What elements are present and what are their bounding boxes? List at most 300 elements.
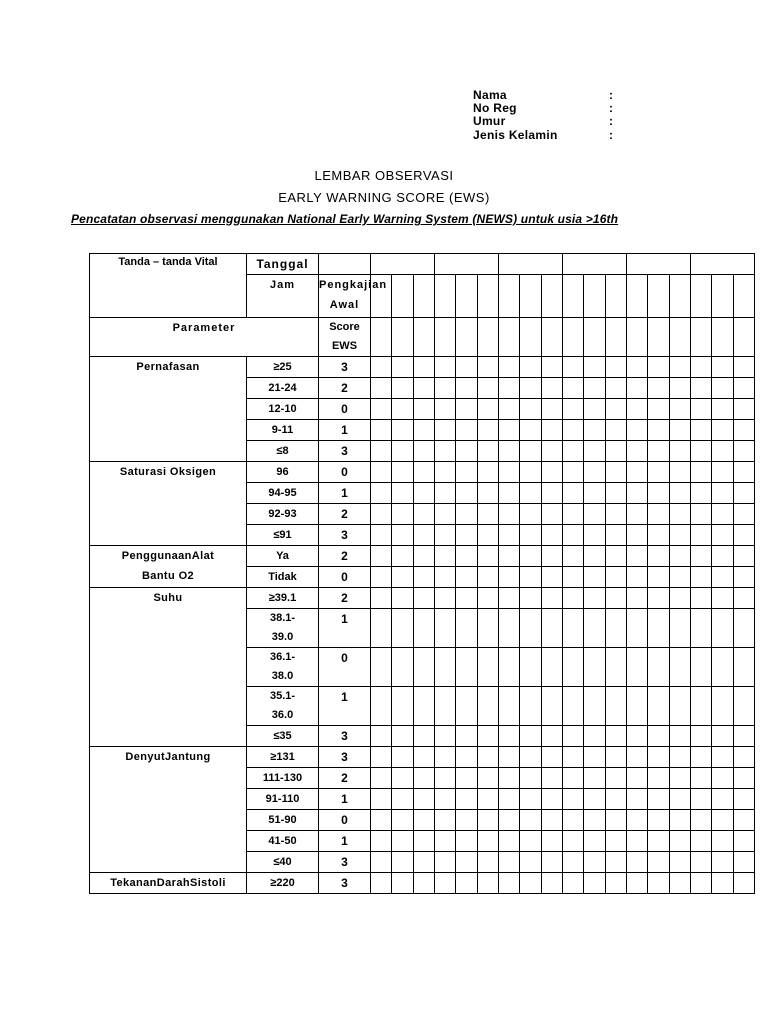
- observation-cell-s0r1[interactable]: [712, 378, 734, 399]
- observation-cell-s2r1[interactable]: [499, 567, 520, 588]
- observation-cell-s0r3[interactable]: [392, 420, 414, 441]
- observation-cell-s5r0[interactable]: [478, 873, 499, 894]
- observation-cell-s0r0[interactable]: [456, 357, 478, 378]
- observation-cell-s3r4[interactable]: [414, 726, 435, 747]
- observation-cell-s1r2[interactable]: [371, 504, 392, 525]
- observation-cell-s4r2[interactable]: [542, 789, 563, 810]
- observation-cell-s4r3[interactable]: [691, 810, 712, 831]
- observation-cell-s4r4[interactable]: [670, 831, 691, 852]
- observation-cell-s2r1[interactable]: [584, 567, 606, 588]
- observation-cell-s1r1[interactable]: [542, 483, 563, 504]
- observation-cell-s4r3[interactable]: [520, 810, 542, 831]
- observation-cell-jam[interactable]: [499, 275, 520, 318]
- observation-cell-s3r4[interactable]: [371, 726, 392, 747]
- observation-cell-s5r0[interactable]: [734, 873, 755, 894]
- observation-cell-s3r3[interactable]: [478, 687, 499, 726]
- observation-cell-s2r1[interactable]: [478, 567, 499, 588]
- observation-cell-s1r0[interactable]: [691, 462, 712, 483]
- observation-cell-s3r3[interactable]: [371, 687, 392, 726]
- observation-cell-s3r3[interactable]: [606, 687, 627, 726]
- observation-cell-s1r3[interactable]: [456, 525, 478, 546]
- observation-cell-s0r2[interactable]: [648, 399, 670, 420]
- observation-cell-s0r1[interactable]: [648, 378, 670, 399]
- observation-cell-s3r4[interactable]: [456, 726, 478, 747]
- observation-cell-s0r1[interactable]: [691, 378, 712, 399]
- observation-cell-s1r0[interactable]: [606, 462, 627, 483]
- observation-cell-s1r3[interactable]: [734, 525, 755, 546]
- observation-cell-s4r4[interactable]: [712, 831, 734, 852]
- observation-cell-s3r4[interactable]: [478, 726, 499, 747]
- observation-cell-s0r0[interactable]: [435, 357, 456, 378]
- observation-cell-s2r1[interactable]: [435, 567, 456, 588]
- observation-cell-s3r3[interactable]: [584, 687, 606, 726]
- observation-cell-s0r2[interactable]: [392, 399, 414, 420]
- observation-cell-s2r0[interactable]: [499, 546, 520, 567]
- observation-cell-s2r0[interactable]: [478, 546, 499, 567]
- observation-cell-s4r1[interactable]: [520, 768, 542, 789]
- observation-cell-s4r2[interactable]: [734, 789, 755, 810]
- observation-cell-s3r4[interactable]: [563, 726, 584, 747]
- observation-cell-jam[interactable]: [520, 275, 542, 318]
- observation-cell-s4r1[interactable]: [648, 768, 670, 789]
- observation-cell-s2r1[interactable]: [606, 567, 627, 588]
- observation-cell-s0r3[interactable]: [712, 420, 734, 441]
- observation-cell-s1r1[interactable]: [478, 483, 499, 504]
- observation-cell-s1r2[interactable]: [712, 504, 734, 525]
- observation-cell-parameter[interactable]: [478, 318, 499, 357]
- observation-cell-s4r5[interactable]: [520, 852, 542, 873]
- observation-cell-s4r1[interactable]: [734, 768, 755, 789]
- observation-cell-s5r0[interactable]: [371, 873, 392, 894]
- observation-cell-s3r1[interactable]: [606, 609, 627, 648]
- observation-cell-s0r1[interactable]: [414, 378, 435, 399]
- observation-cell-s3r1[interactable]: [542, 609, 563, 648]
- observation-cell-jam[interactable]: [478, 275, 499, 318]
- observation-cell-s4r4[interactable]: [542, 831, 563, 852]
- observation-cell-s0r0[interactable]: [627, 357, 648, 378]
- observation-cell-s3r1[interactable]: [371, 609, 392, 648]
- observation-cell-jam[interactable]: [563, 275, 584, 318]
- observation-cell-jam[interactable]: [542, 275, 563, 318]
- observation-cell-s4r4[interactable]: [371, 831, 392, 852]
- observation-cell-s4r5[interactable]: [648, 852, 670, 873]
- observation-cell-s4r3[interactable]: [542, 810, 563, 831]
- observation-cell-s4r1[interactable]: [691, 768, 712, 789]
- observation-cell-s3r2[interactable]: [520, 648, 542, 687]
- observation-cell-s3r1[interactable]: [584, 609, 606, 648]
- observation-cell-s4r5[interactable]: [456, 852, 478, 873]
- observation-cell-s3r3[interactable]: [520, 687, 542, 726]
- observation-cell-parameter[interactable]: [670, 318, 691, 357]
- observation-cell-s1r2[interactable]: [670, 504, 691, 525]
- observation-cell-s1r2[interactable]: [456, 504, 478, 525]
- observation-cell-s1r1[interactable]: [627, 483, 648, 504]
- observation-cell-s0r1[interactable]: [670, 378, 691, 399]
- observation-cell-s1r0[interactable]: [435, 462, 456, 483]
- observation-cell-s4r2[interactable]: [478, 789, 499, 810]
- observation-cell-s0r4[interactable]: [478, 441, 499, 462]
- observation-cell-s5r0[interactable]: [670, 873, 691, 894]
- observation-cell-s4r5[interactable]: [563, 852, 584, 873]
- observation-cell-s0r3[interactable]: [627, 420, 648, 441]
- observation-cell-s1r0[interactable]: [563, 462, 584, 483]
- observation-cell-s5r0[interactable]: [414, 873, 435, 894]
- observation-cell-s0r2[interactable]: [435, 399, 456, 420]
- observation-cell-s4r2[interactable]: [627, 789, 648, 810]
- observation-cell-s4r0[interactable]: [734, 747, 755, 768]
- observation-cell-s0r2[interactable]: [734, 399, 755, 420]
- observation-cell-s3r3[interactable]: [392, 687, 414, 726]
- observation-cell-s0r0[interactable]: [584, 357, 606, 378]
- observation-cell-s4r0[interactable]: [392, 747, 414, 768]
- observation-cell-s1r0[interactable]: [414, 462, 435, 483]
- observation-cell-s4r4[interactable]: [435, 831, 456, 852]
- observation-cell-s2r1[interactable]: [542, 567, 563, 588]
- observation-cell-s4r2[interactable]: [584, 789, 606, 810]
- observation-cell-s3r1[interactable]: [648, 609, 670, 648]
- observation-cell-s2r0[interactable]: [734, 546, 755, 567]
- observation-cell-s5r0[interactable]: [627, 873, 648, 894]
- observation-cell-s0r0[interactable]: [414, 357, 435, 378]
- observation-cell-s1r2[interactable]: [648, 504, 670, 525]
- observation-cell-s3r0[interactable]: [542, 588, 563, 609]
- observation-cell-s0r0[interactable]: [499, 357, 520, 378]
- observation-cell-s4r2[interactable]: [606, 789, 627, 810]
- observation-cell-s0r2[interactable]: [456, 399, 478, 420]
- observation-cell-s0r1[interactable]: [606, 378, 627, 399]
- observation-cell-s1r1[interactable]: [414, 483, 435, 504]
- observation-cell-s4r0[interactable]: [371, 747, 392, 768]
- observation-cell-s3r1[interactable]: [734, 609, 755, 648]
- observation-cell-s2r1[interactable]: [392, 567, 414, 588]
- observation-cell-parameter[interactable]: [606, 318, 627, 357]
- observation-cell-s0r4[interactable]: [456, 441, 478, 462]
- observation-cell-s0r3[interactable]: [520, 420, 542, 441]
- observation-cell-s4r4[interactable]: [392, 831, 414, 852]
- observation-cell-s0r4[interactable]: [435, 441, 456, 462]
- observation-cell-s3r0[interactable]: [499, 588, 520, 609]
- observation-cell-s4r0[interactable]: [691, 747, 712, 768]
- observation-cell-s4r4[interactable]: [627, 831, 648, 852]
- observation-cell-s1r0[interactable]: [627, 462, 648, 483]
- observation-cell-s3r3[interactable]: [435, 687, 456, 726]
- observation-cell-s0r1[interactable]: [478, 378, 499, 399]
- observation-cell-s3r2[interactable]: [584, 648, 606, 687]
- date-group-cell[interactable]: [371, 254, 435, 275]
- observation-cell-jam[interactable]: [414, 275, 435, 318]
- observation-cell-s0r2[interactable]: [670, 399, 691, 420]
- observation-cell-s4r0[interactable]: [563, 747, 584, 768]
- observation-cell-s1r1[interactable]: [691, 483, 712, 504]
- observation-cell-s0r1[interactable]: [435, 378, 456, 399]
- observation-cell-s2r1[interactable]: [670, 567, 691, 588]
- observation-cell-s4r4[interactable]: [606, 831, 627, 852]
- observation-cell-s3r2[interactable]: [392, 648, 414, 687]
- observation-cell-s3r3[interactable]: [691, 687, 712, 726]
- observation-cell-s3r3[interactable]: [542, 687, 563, 726]
- observation-cell-s4r2[interactable]: [648, 789, 670, 810]
- observation-cell-s3r4[interactable]: [542, 726, 563, 747]
- observation-cell-s0r2[interactable]: [520, 399, 542, 420]
- observation-cell-s0r1[interactable]: [542, 378, 563, 399]
- observation-cell-jam[interactable]: [691, 275, 712, 318]
- observation-cell-s3r1[interactable]: [627, 609, 648, 648]
- observation-cell-s3r1[interactable]: [520, 609, 542, 648]
- observation-cell-s3r1[interactable]: [414, 609, 435, 648]
- observation-cell-s1r0[interactable]: [371, 462, 392, 483]
- observation-cell-parameter[interactable]: [648, 318, 670, 357]
- observation-cell-s3r3[interactable]: [670, 687, 691, 726]
- observation-cell-s4r4[interactable]: [648, 831, 670, 852]
- observation-cell-s4r0[interactable]: [542, 747, 563, 768]
- observation-cell-s0r0[interactable]: [648, 357, 670, 378]
- observation-cell-s2r0[interactable]: [627, 546, 648, 567]
- observation-cell-jam[interactable]: [606, 275, 627, 318]
- observation-cell-parameter[interactable]: [584, 318, 606, 357]
- observation-cell-s0r3[interactable]: [435, 420, 456, 441]
- observation-cell-s2r0[interactable]: [563, 546, 584, 567]
- observation-cell-s5r0[interactable]: [563, 873, 584, 894]
- observation-cell-s3r4[interactable]: [520, 726, 542, 747]
- observation-cell-s3r2[interactable]: [627, 648, 648, 687]
- observation-cell-s3r2[interactable]: [414, 648, 435, 687]
- observation-cell-s3r0[interactable]: [478, 588, 499, 609]
- observation-cell-s5r0[interactable]: [712, 873, 734, 894]
- observation-cell-s3r1[interactable]: [712, 609, 734, 648]
- observation-cell-s4r1[interactable]: [371, 768, 392, 789]
- observation-cell-s2r1[interactable]: [734, 567, 755, 588]
- observation-cell-s1r2[interactable]: [734, 504, 755, 525]
- observation-cell-s3r0[interactable]: [371, 588, 392, 609]
- observation-cell-s4r0[interactable]: [414, 747, 435, 768]
- observation-cell-s1r1[interactable]: [520, 483, 542, 504]
- observation-cell-s3r0[interactable]: [414, 588, 435, 609]
- observation-cell-s3r1[interactable]: [456, 609, 478, 648]
- observation-cell-s1r0[interactable]: [648, 462, 670, 483]
- observation-cell-s0r1[interactable]: [563, 378, 584, 399]
- observation-cell-s1r3[interactable]: [371, 525, 392, 546]
- observation-cell-s4r1[interactable]: [627, 768, 648, 789]
- observation-cell-parameter[interactable]: [627, 318, 648, 357]
- observation-cell-parameter[interactable]: [520, 318, 542, 357]
- observation-cell-s1r3[interactable]: [627, 525, 648, 546]
- observation-cell-s4r0[interactable]: [456, 747, 478, 768]
- observation-cell-s3r2[interactable]: [734, 648, 755, 687]
- observation-cell-s1r2[interactable]: [414, 504, 435, 525]
- observation-cell-s5r0[interactable]: [520, 873, 542, 894]
- observation-cell-s2r0[interactable]: [520, 546, 542, 567]
- observation-cell-s2r1[interactable]: [627, 567, 648, 588]
- observation-cell-s3r1[interactable]: [435, 609, 456, 648]
- observation-cell-s2r0[interactable]: [414, 546, 435, 567]
- observation-cell-s0r1[interactable]: [584, 378, 606, 399]
- date-group-cell[interactable]: [435, 254, 499, 275]
- observation-cell-s4r4[interactable]: [499, 831, 520, 852]
- observation-cell-s0r2[interactable]: [627, 399, 648, 420]
- observation-cell-s1r1[interactable]: [435, 483, 456, 504]
- observation-cell-s1r3[interactable]: [584, 525, 606, 546]
- observation-cell-s4r3[interactable]: [499, 810, 520, 831]
- observation-cell-s4r4[interactable]: [691, 831, 712, 852]
- observation-cell-s1r3[interactable]: [606, 525, 627, 546]
- observation-cell-s1r0[interactable]: [584, 462, 606, 483]
- observation-cell-s4r2[interactable]: [371, 789, 392, 810]
- observation-cell-s0r0[interactable]: [542, 357, 563, 378]
- observation-cell-s1r0[interactable]: [478, 462, 499, 483]
- observation-cell-s2r1[interactable]: [414, 567, 435, 588]
- observation-cell-s2r0[interactable]: [691, 546, 712, 567]
- observation-cell-s0r3[interactable]: [606, 420, 627, 441]
- observation-cell-s1r3[interactable]: [542, 525, 563, 546]
- observation-cell-s3r4[interactable]: [691, 726, 712, 747]
- observation-cell-s3r0[interactable]: [606, 588, 627, 609]
- observation-cell-s5r0[interactable]: [584, 873, 606, 894]
- observation-cell-s1r1[interactable]: [499, 483, 520, 504]
- observation-cell-s1r2[interactable]: [627, 504, 648, 525]
- observation-cell-s4r5[interactable]: [499, 852, 520, 873]
- observation-cell-s0r2[interactable]: [414, 399, 435, 420]
- observation-cell-s2r0[interactable]: [456, 546, 478, 567]
- observation-cell-s0r4[interactable]: [563, 441, 584, 462]
- observation-cell-s4r2[interactable]: [712, 789, 734, 810]
- observation-cell-s2r0[interactable]: [371, 546, 392, 567]
- observation-cell-s4r2[interactable]: [499, 789, 520, 810]
- observation-cell-s3r0[interactable]: [712, 588, 734, 609]
- observation-cell-s3r1[interactable]: [563, 609, 584, 648]
- observation-cell-s4r4[interactable]: [584, 831, 606, 852]
- observation-cell-s3r2[interactable]: [499, 648, 520, 687]
- observation-cell-s1r3[interactable]: [670, 525, 691, 546]
- observation-cell-s5r0[interactable]: [456, 873, 478, 894]
- observation-cell-s4r5[interactable]: [414, 852, 435, 873]
- observation-cell-s2r1[interactable]: [371, 567, 392, 588]
- observation-cell-s2r0[interactable]: [435, 546, 456, 567]
- observation-cell-s0r4[interactable]: [648, 441, 670, 462]
- observation-cell-s0r0[interactable]: [563, 357, 584, 378]
- observation-cell-s1r0[interactable]: [392, 462, 414, 483]
- observation-cell-s4r4[interactable]: [414, 831, 435, 852]
- observation-cell-s3r4[interactable]: [584, 726, 606, 747]
- observation-cell-s2r0[interactable]: [542, 546, 563, 567]
- date-group-cell[interactable]: [499, 254, 563, 275]
- observation-cell-s3r4[interactable]: [734, 726, 755, 747]
- observation-cell-s5r0[interactable]: [691, 873, 712, 894]
- observation-cell-jam[interactable]: [712, 275, 734, 318]
- observation-cell-jam[interactable]: [670, 275, 691, 318]
- observation-cell-s2r1[interactable]: [520, 567, 542, 588]
- observation-cell-s3r4[interactable]: [648, 726, 670, 747]
- observation-cell-s2r0[interactable]: [606, 546, 627, 567]
- observation-cell-s1r1[interactable]: [563, 483, 584, 504]
- observation-cell-s1r3[interactable]: [563, 525, 584, 546]
- observation-cell-s3r1[interactable]: [670, 609, 691, 648]
- observation-cell-s3r0[interactable]: [670, 588, 691, 609]
- observation-cell-s4r5[interactable]: [392, 852, 414, 873]
- observation-cell-s3r2[interactable]: [542, 648, 563, 687]
- observation-cell-s1r3[interactable]: [648, 525, 670, 546]
- observation-cell-parameter[interactable]: [456, 318, 478, 357]
- observation-cell-s4r1[interactable]: [478, 768, 499, 789]
- observation-cell-s4r2[interactable]: [563, 789, 584, 810]
- observation-cell-s0r3[interactable]: [456, 420, 478, 441]
- observation-cell-s0r4[interactable]: [414, 441, 435, 462]
- observation-cell-s0r0[interactable]: [520, 357, 542, 378]
- observation-cell-s1r0[interactable]: [499, 462, 520, 483]
- observation-cell-s4r0[interactable]: [712, 747, 734, 768]
- observation-cell-s0r0[interactable]: [734, 357, 755, 378]
- observation-cell-s4r1[interactable]: [584, 768, 606, 789]
- observation-cell-s1r3[interactable]: [392, 525, 414, 546]
- observation-cell-s1r3[interactable]: [435, 525, 456, 546]
- observation-cell-s0r4[interactable]: [734, 441, 755, 462]
- observation-cell-s1r2[interactable]: [606, 504, 627, 525]
- observation-cell-s0r3[interactable]: [563, 420, 584, 441]
- observation-cell-s4r0[interactable]: [435, 747, 456, 768]
- observation-cell-s0r2[interactable]: [712, 399, 734, 420]
- observation-cell-s4r2[interactable]: [392, 789, 414, 810]
- observation-cell-s0r2[interactable]: [563, 399, 584, 420]
- observation-cell-s2r1[interactable]: [648, 567, 670, 588]
- observation-cell-s3r0[interactable]: [392, 588, 414, 609]
- observation-cell-parameter[interactable]: [435, 318, 456, 357]
- observation-cell-s2r1[interactable]: [712, 567, 734, 588]
- observation-cell-s1r3[interactable]: [499, 525, 520, 546]
- observation-cell-s1r2[interactable]: [542, 504, 563, 525]
- observation-cell-jam[interactable]: [456, 275, 478, 318]
- observation-cell-s4r0[interactable]: [520, 747, 542, 768]
- observation-cell-s0r3[interactable]: [670, 420, 691, 441]
- observation-cell-parameter[interactable]: [563, 318, 584, 357]
- observation-cell-s3r0[interactable]: [734, 588, 755, 609]
- observation-cell-s1r1[interactable]: [734, 483, 755, 504]
- observation-cell-s5r0[interactable]: [499, 873, 520, 894]
- observation-cell-s0r0[interactable]: [670, 357, 691, 378]
- observation-cell-s3r3[interactable]: [712, 687, 734, 726]
- observation-cell-s4r2[interactable]: [691, 789, 712, 810]
- observation-cell-parameter[interactable]: [542, 318, 563, 357]
- observation-cell-s2r1[interactable]: [691, 567, 712, 588]
- observation-cell-s0r3[interactable]: [499, 420, 520, 441]
- observation-cell-s2r0[interactable]: [670, 546, 691, 567]
- observation-cell-jam[interactable]: [627, 275, 648, 318]
- observation-cell-s3r2[interactable]: [563, 648, 584, 687]
- observation-cell-s4r5[interactable]: [584, 852, 606, 873]
- observation-cell-s0r3[interactable]: [542, 420, 563, 441]
- observation-cell-s0r2[interactable]: [478, 399, 499, 420]
- observation-cell-s3r2[interactable]: [456, 648, 478, 687]
- observation-cell-s4r4[interactable]: [478, 831, 499, 852]
- observation-cell-s1r3[interactable]: [414, 525, 435, 546]
- observation-cell-s3r0[interactable]: [648, 588, 670, 609]
- observation-cell-s0r4[interactable]: [499, 441, 520, 462]
- observation-cell-s0r4[interactable]: [392, 441, 414, 462]
- observation-cell-s3r0[interactable]: [563, 588, 584, 609]
- observation-cell-s4r5[interactable]: [712, 852, 734, 873]
- observation-cell-s1r0[interactable]: [542, 462, 563, 483]
- observation-cell-s1r2[interactable]: [584, 504, 606, 525]
- observation-cell-parameter[interactable]: [712, 318, 734, 357]
- observation-cell-s4r5[interactable]: [435, 852, 456, 873]
- observation-cell-s0r4[interactable]: [712, 441, 734, 462]
- observation-cell-s4r3[interactable]: [414, 810, 435, 831]
- observation-cell-s0r2[interactable]: [584, 399, 606, 420]
- observation-cell-s0r2[interactable]: [606, 399, 627, 420]
- observation-cell-s4r3[interactable]: [627, 810, 648, 831]
- observation-cell-s3r3[interactable]: [563, 687, 584, 726]
- observation-cell-s1r2[interactable]: [478, 504, 499, 525]
- observation-cell-s1r2[interactable]: [691, 504, 712, 525]
- observation-cell-s3r2[interactable]: [691, 648, 712, 687]
